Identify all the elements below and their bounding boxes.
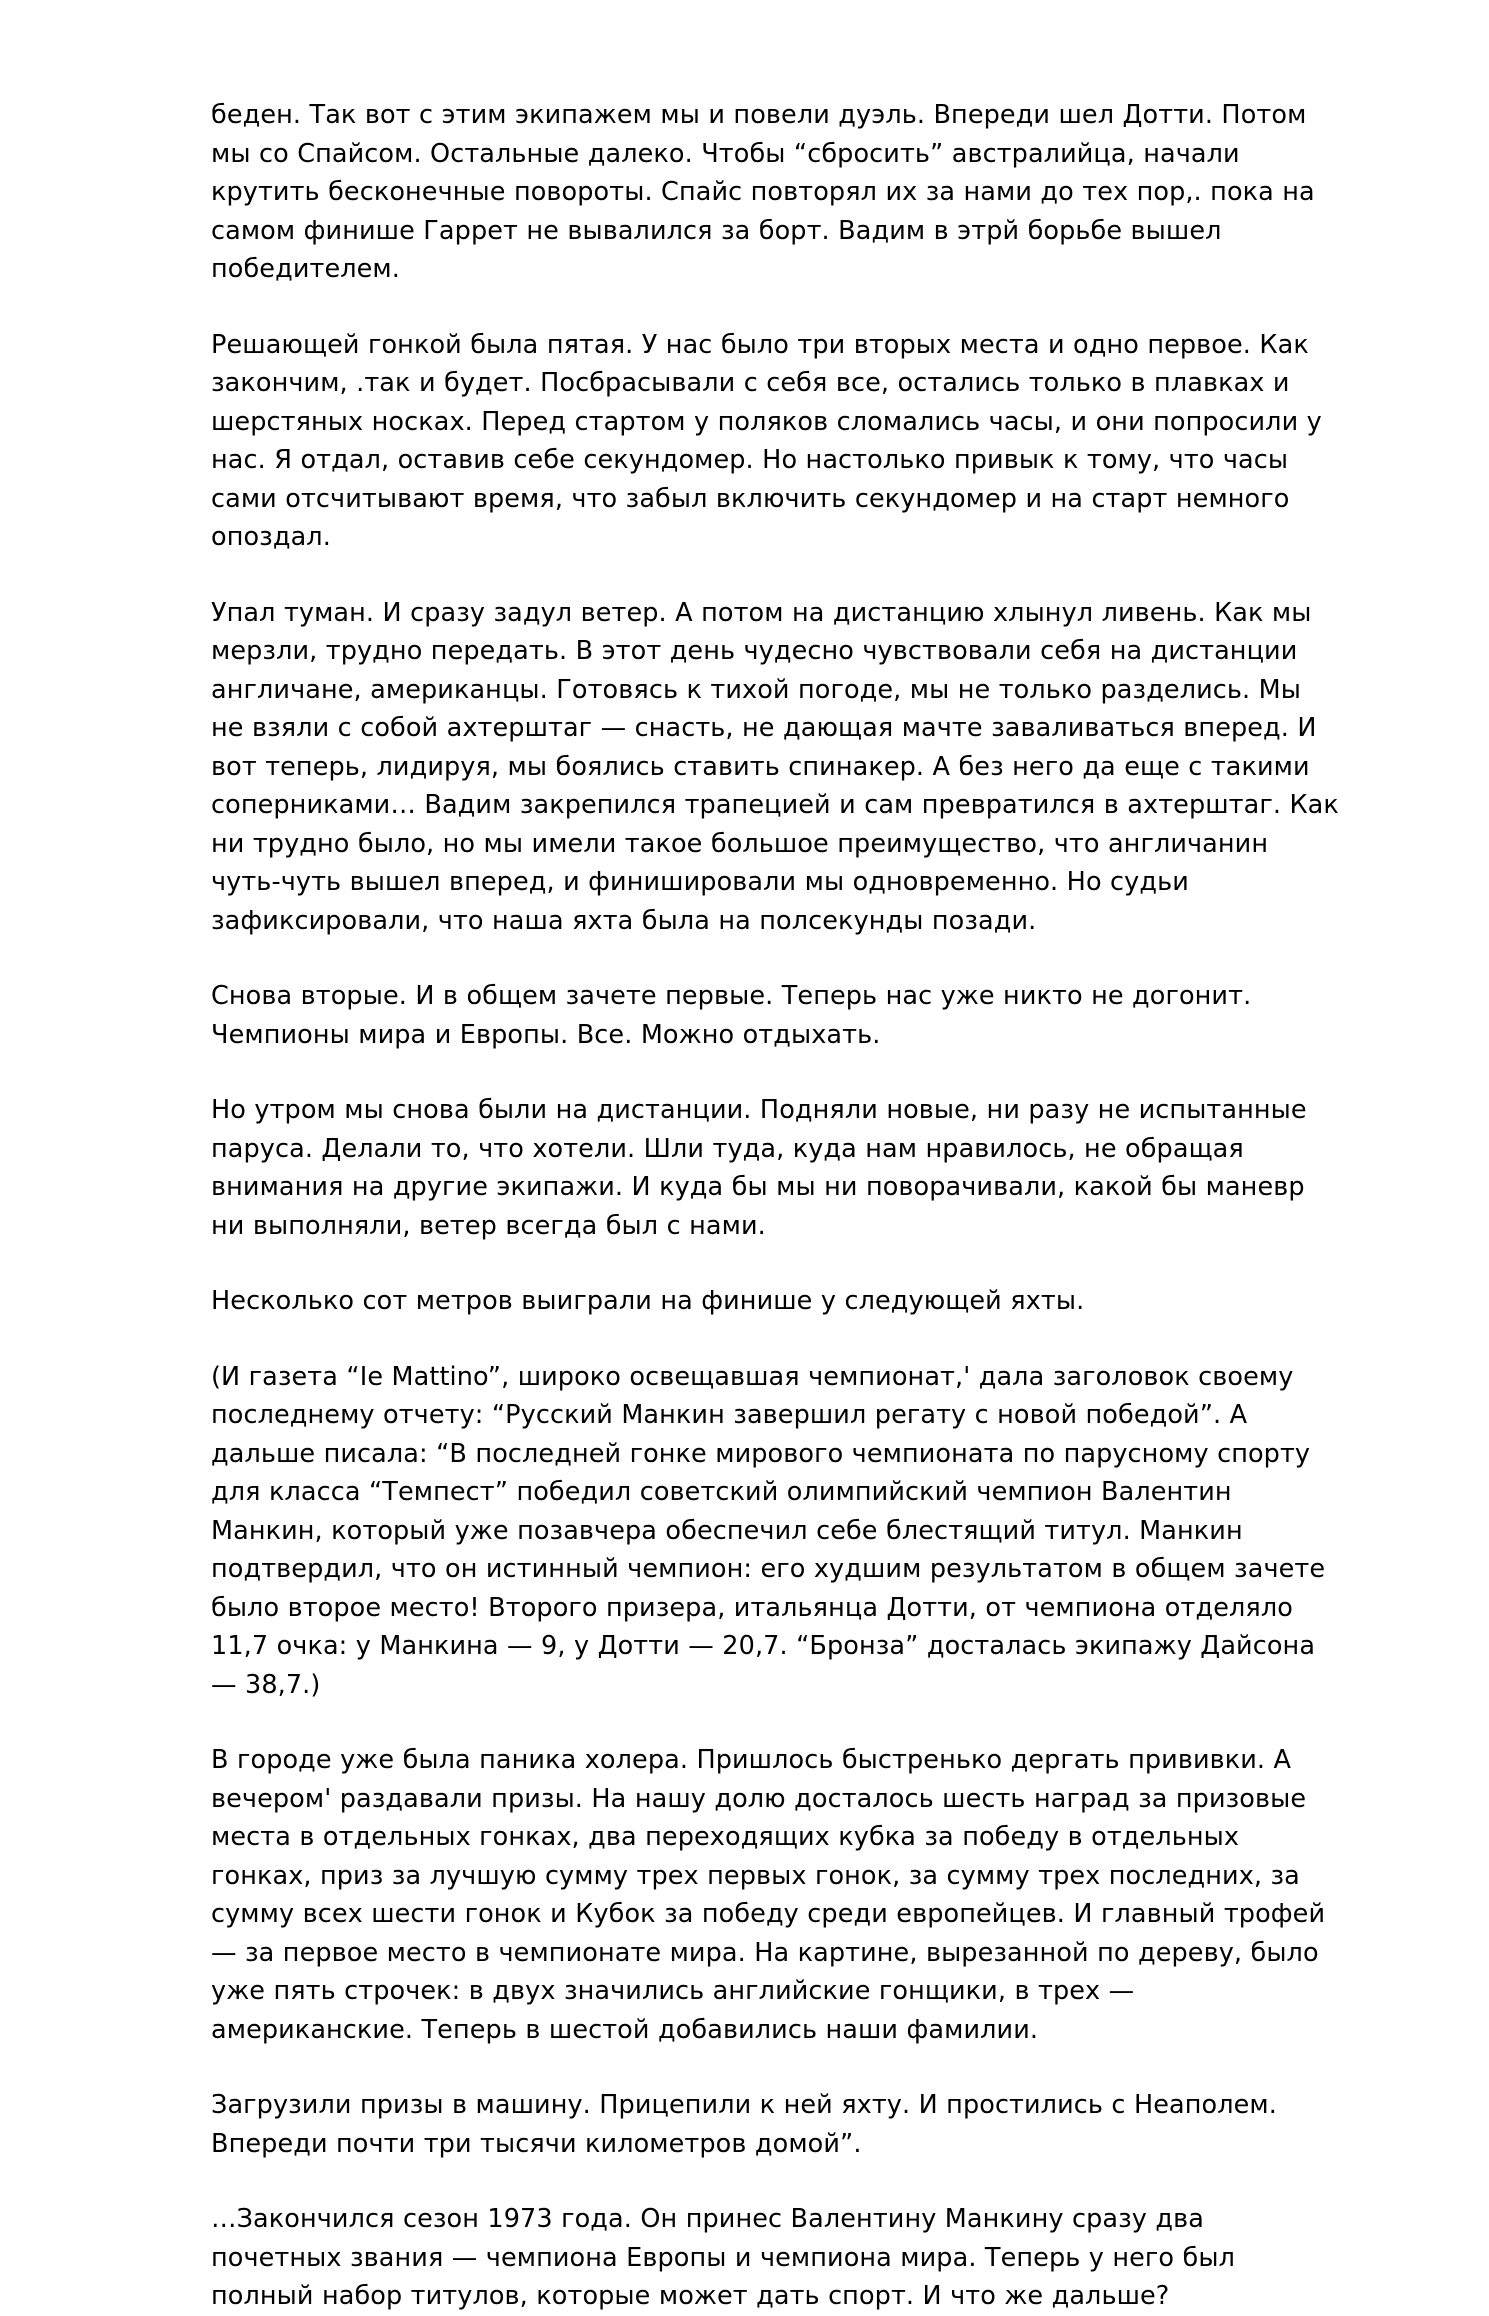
paragraph: Снова вторые. И в общем зачете первые. Теперь нас уже никто не догонит. Чемпионы мира и Европы. Все. Можно отдыхать. <box>211 981 1260 1050</box>
paragraph: беден. Так вот с этим экипажем мы и повели дуэль. Впереди шел Дотти. Потом мы со Спайсом. Остальные далеко. Чтобы “сбросить” австралийца, начали крутить бесконечные повороты. Спайс повторял их за нами до тех пор,. пока на самом финише Гаррет не вывалился за борт. Вадим в этрй борьбе вышел победителем. <box>211 100 1324 284</box>
paragraph: Упал туман. И сразу задул ветер. А потом на дистанцию хлынул ливень. Как мы мерзли, трудно передать. В этот день чудесно чувствовали себя на дистанции англичане, американцы. Готовясь к тихой погоде, мы не только разделись. Мы не взяли с собой ахтерштаг — снасть, не дающая мачте заваливаться вперед. И вот теперь, лидируя, мы боялись ставить спинакер. А без него да еще с такими соперниками… Вадим закрепился трапецией и сам превратился в ахтерштаг. Как ни трудно было, но мы имели такое большое преимущество, что англичанин чуть-чуть вышел вперед, и финишировали мы одновременно. Но судьи зафиксировали, что наша яхта была на полсекунды позади. <box>211 597 1348 936</box>
paragraph: (И газета “Ie Mattino”, широко освещавшая чемпионат,' дала заголовок своему последнему отчету: “Русский Манкин завершил регату с новой победой”. А дальше писала: “В последней гонке мирового чемпионата по парусному спорту для класса “Темпест” победил советский олимпийский чемпион Валентин Манкин, который уже позавчера обеспечил себе блестящий титул. Манкин подтвердил, что он истинный чемпион: его худшим результатом в общем зачете было второе место! Второго призера, итальянца Дотти, от чемпиона отделяло 11,7 очка: у Манкина — 9, у Дотти — 20,7. “Бронза” досталась экипажу Дайсона — 38,7.) <box>211 1361 1334 1700</box>
text-column <box>211 96 1348 2316</box>
paragraph: Решающей гонкой была пятая. У нас было три вторых места и одно первое. Как закончим, .так и будет. Посбрасывали с себя все, остались только в плавках и шерстяных носках. Перед стартом у поляков сломались часы, и они попросили у нас. Я отдал, оставив себе секундомер. Но настолько привык к тому, что часы сами отсчитывают время, что забыл включить секундомер и на старт немного опоздал. <box>211 329 1331 552</box>
paragraph: Но утром мы снова были на дистанции. Подняли новые, ни разу не испытанные паруса. Делали то, что хотели. Шли туда, куда нам нравилось, не обращая внимания на другие экипажи. И куда бы мы ни поворачивали, какой бы маневр ни выполняли, ветер всегда был с нами. <box>211 1095 1316 1241</box>
paragraph: …Закончился сезон 1973 года. Он принес Валентину Манкину сразу два почетных звания — чемпиона Европы и чемпиона мира. Теперь у него был полный набор титулов, которые может дать спорт. И что же дальше? <box>211 2204 1244 2311</box>
paragraph: В городе уже была паника холера. Пришлось быстренько дергать прививки. А вечером' раздавали призы. На нашу долю досталось шесть наград за призовые места в отдельных гонках, два переходящих кубка за победу в отдельных гонках, приз за лучшую сумму трех первых гонок, за сумму трех последних, за сумму всех шести гонок и Кубок за победу среди европейцев. И главный трофей — за первое место в чемпионате мира. На картине, вырезанной по дереву, было уже пять строчек: в двух значились английские гонщики, в трех — американские. Теперь в шестой добавились наши фамилии. <box>211 1745 1334 2045</box>
paragraph: Несколько сот метров выиграли на финише у следующей яхты. <box>211 1286 1085 1316</box>
paragraph: Загрузили призы в машину. Прицепили к ней яхту. И простились с Неаполем. Впереди почти три тысячи километров домой”. <box>211 2090 1286 2159</box>
